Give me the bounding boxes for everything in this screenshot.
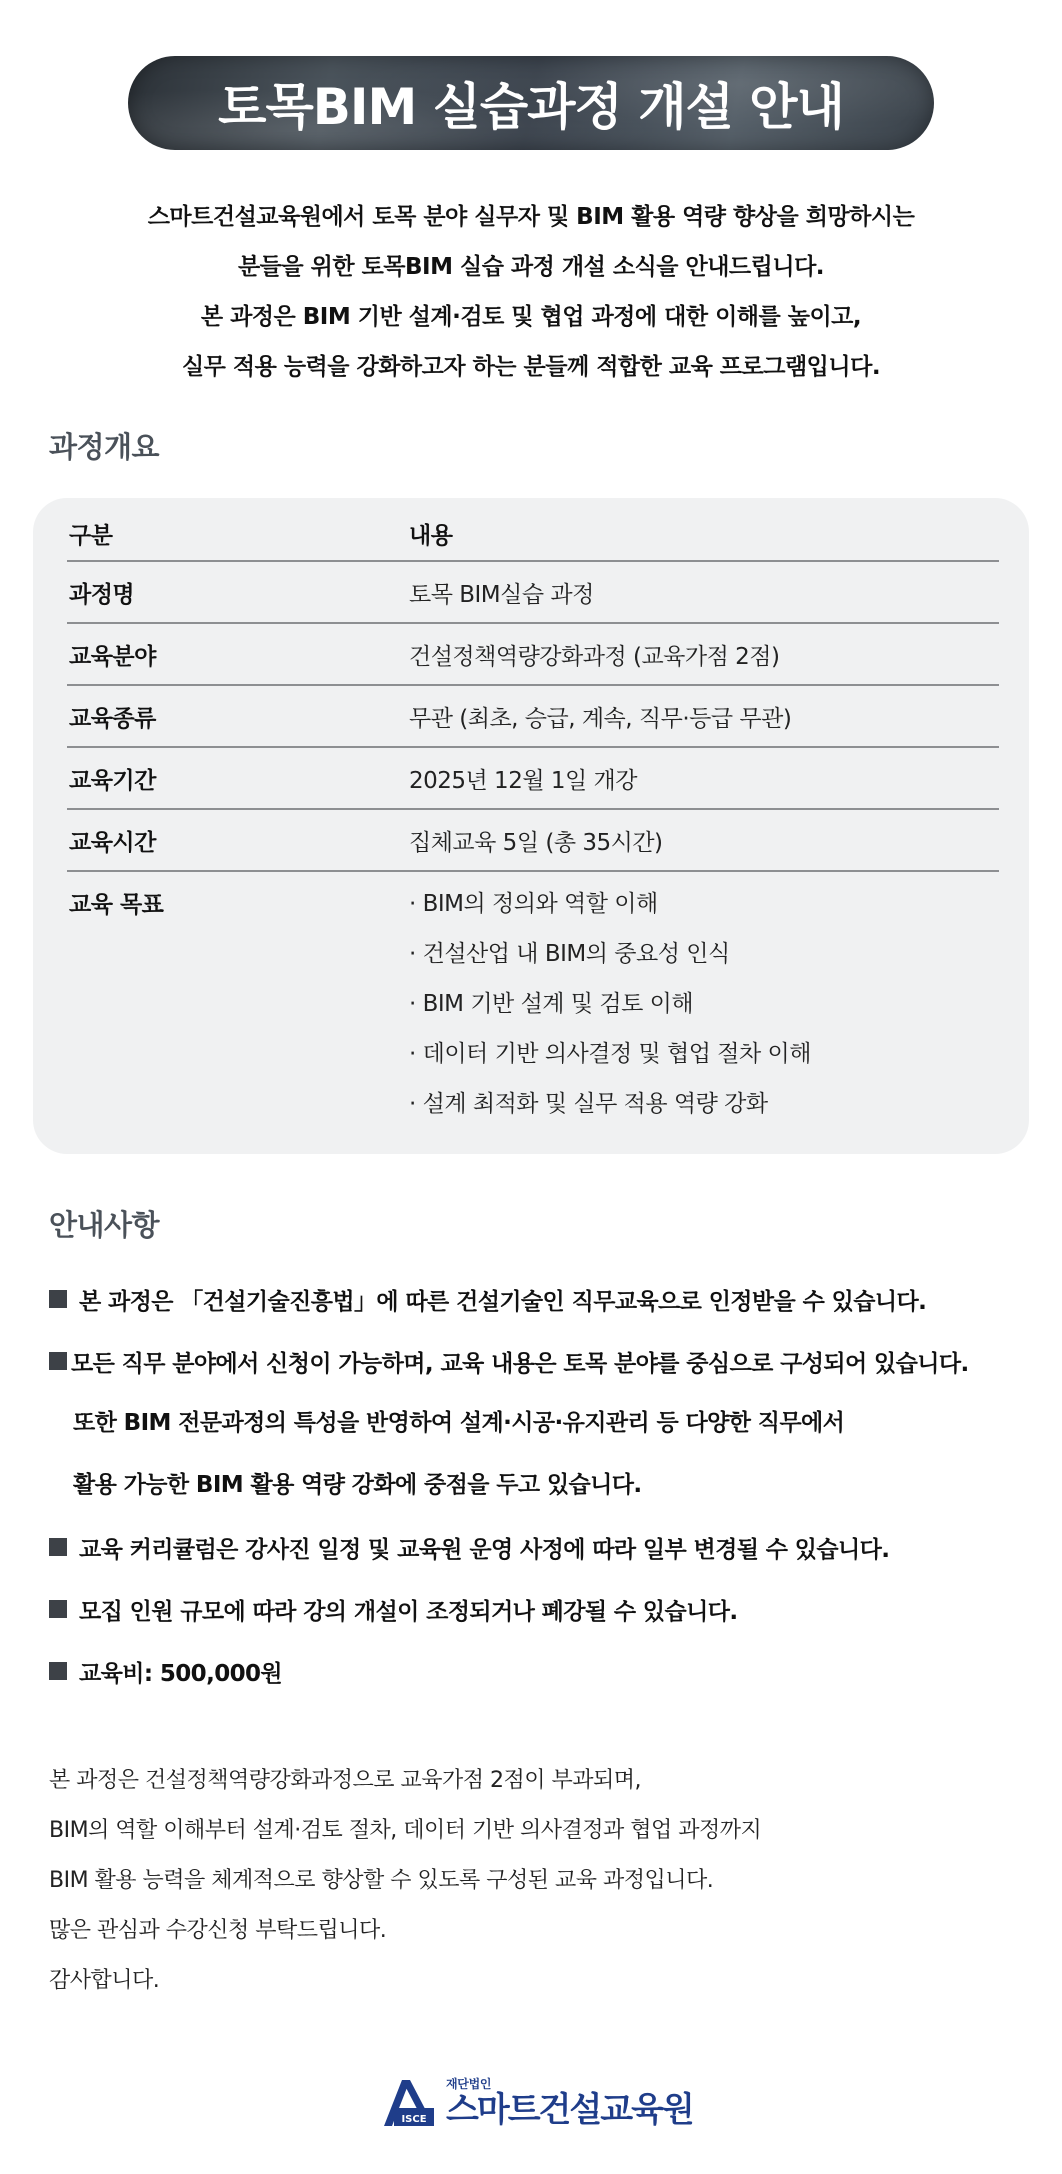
goal-item: · BIM의 정의와 역할 이해: [409, 891, 658, 917]
logo-subtitle: 재단법인: [446, 2077, 492, 2091]
intro-line: 본 과정은 BIM 기반 설계·검토 및 협업 과정에 대한 이해를 높이고,: [200, 304, 862, 330]
closing-line: 본 과정은 건설정책역량강화과정으로 교육가점 2점이 부과되며,: [49, 1768, 642, 1793]
notice-item: [49, 1516, 1039, 1578]
intro-line: 실무 적용 능력을 강화하고자 하는 분들께 적합한 교육 프로그램입니다.: [181, 354, 881, 380]
row-key: 교육분야: [69, 643, 156, 670]
row-key: 교육시간: [69, 829, 156, 856]
bullet-square-icon: [49, 1352, 67, 1370]
closing-line: BIM의 역할 이해부터 설계·검토 절차, 데이터 기반 의사결정과 협업 과정까지: [49, 1818, 762, 1843]
goal-item: · 데이터 기반 의사결정 및 협업 절차 이해: [409, 1041, 811, 1067]
logo-title: 스마트건설교육원: [446, 2090, 693, 2130]
table-header: [67, 506, 999, 562]
intro-line: 분들을 위한 토목BIM 실습 과정 개설 소식을 안내드립니다.: [237, 254, 825, 280]
row-value: 집체교육 5일 (총 35시간): [409, 829, 663, 856]
isce-logo-icon: [380, 2074, 438, 2130]
goal-item: · 설계 최적화 및 실무 적용 역량 강화: [409, 1091, 768, 1117]
notice-text: 본 과정은 「건설기술진흥법」에 따른 건설기술인 직무교육으로 인정받을 수 있습니다.: [79, 1288, 927, 1315]
notice-item: [49, 1578, 1039, 1640]
notice-text: 교육 커리큘럼은 강사진 일정 및 교육원 운영 사정에 따라 일부 변경될 수 있습니다.: [79, 1536, 890, 1563]
notice-list: [49, 1268, 1039, 1702]
page-title: 토목BIM 실습과정 개설 안내: [218, 78, 844, 136]
notice-text: 교육비: 500,000원: [79, 1660, 283, 1687]
bullet-square-icon: [49, 1600, 67, 1618]
notice-item: [49, 1268, 1039, 1330]
goal-item: · BIM 기반 설계 및 검토 이해: [409, 991, 694, 1017]
bullet-square-icon: [49, 1538, 67, 1556]
overview-card: [33, 498, 1029, 1154]
bullet-square-icon: [49, 1662, 67, 1680]
intro-text: [40, 192, 1022, 392]
table-row: [67, 748, 999, 810]
row-value: 무관 (최초, 승급, 계속, 직무·등급 무관): [409, 705, 792, 732]
logo-mark-text: ISCE: [401, 2114, 427, 2125]
table-row: [67, 686, 999, 748]
row-value: 토목 BIM실습 과정: [409, 581, 594, 608]
bullet-square-icon: [49, 1290, 67, 1308]
row-value: 건설정책역량강화과정 (교육가점 2점): [409, 643, 780, 670]
row-key: 교육종류: [69, 705, 156, 732]
overview-table: [67, 506, 999, 1136]
row-key: 교육기간: [69, 767, 156, 794]
header-value: 내용: [409, 522, 453, 549]
notice-item: [49, 1330, 1039, 1392]
notice-item: [49, 1640, 1039, 1702]
closing-line: BIM 활용 능력을 체계적으로 향상할 수 있도록 구성된 교육 과정입니다.: [49, 1868, 714, 1893]
logo-text: [446, 2075, 693, 2129]
row-value: 2025년 12월 1일 개강: [409, 767, 637, 794]
notice-text: 모든 직무 분야에서 신청이 가능하며, 교육 내용은 토목 분야를 중심으로 구성되어 있습니다.: [71, 1350, 969, 1377]
table-row-goals: [67, 872, 999, 1136]
row-key: 교육 목표: [69, 892, 164, 918]
row-key: 과정명: [69, 581, 135, 608]
goals-list: [409, 886, 811, 1136]
header-key: 구분: [69, 522, 113, 549]
closing-line: 감사합니다.: [49, 1968, 160, 1993]
notice-heading: 안내사항: [49, 1208, 160, 1242]
table-row: [67, 624, 999, 686]
overview-heading: 과정개요: [49, 430, 160, 464]
notice-continuation: 또한 BIM 전문과정의 특성을 반영하여 설계·시공·유지관리 등 다양한 직무에서: [73, 1410, 845, 1436]
notice-text: 모집 인원 규모에 따라 강의 개설이 조정되거나 폐강될 수 있습니다.: [79, 1598, 738, 1625]
intro-line: 스마트건설교육원에서 토목 분야 실무자 및 BIM 활용 역량 향상을 희망하시는: [147, 204, 915, 230]
table-row: [67, 810, 999, 872]
closing-text: [49, 1756, 1029, 2006]
notice-continuation: 활용 가능한 BIM 활용 역량 강화에 중점을 두고 있습니다.: [73, 1472, 642, 1498]
goal-item: · 건설산업 내 BIM의 중요성 인식: [409, 941, 730, 967]
closing-line: 많은 관심과 수강신청 부탁드립니다.: [49, 1918, 387, 1943]
title-banner: [128, 56, 934, 150]
footer-logo: [380, 2072, 710, 2132]
table-row: [67, 562, 999, 624]
